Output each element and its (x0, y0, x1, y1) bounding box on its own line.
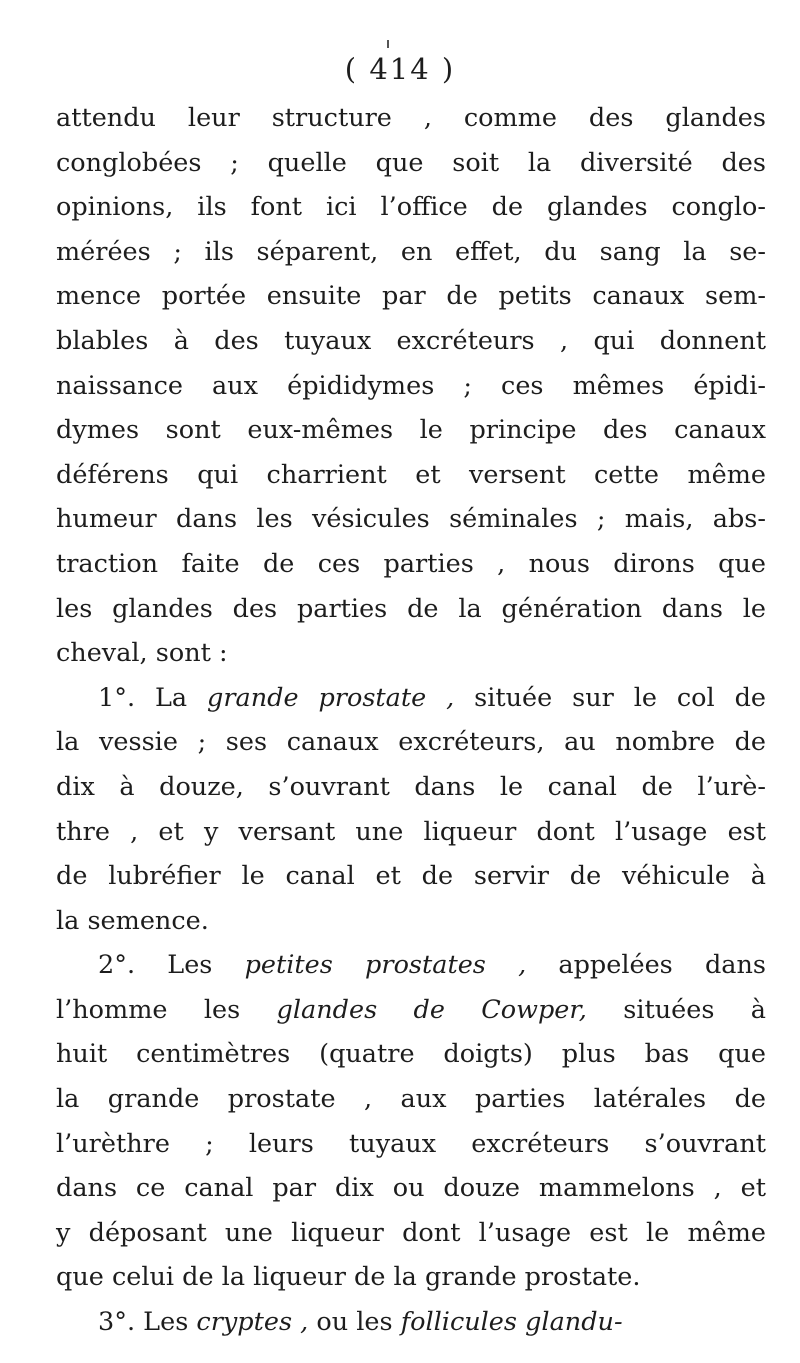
body-text (56, 96, 766, 1345)
text-line (56, 185, 766, 230)
text-line (56, 988, 766, 1033)
text-segment: ou les (308, 1307, 401, 1338)
text-line (56, 631, 766, 676)
text-line (56, 408, 766, 453)
text-line (56, 453, 766, 498)
text-line (56, 141, 766, 186)
text-segment: naissance aux épididymes ; ces mêmes épidi- (56, 370, 766, 401)
text-segment: l’homme les (56, 994, 277, 1025)
text-line (56, 1166, 766, 1211)
text-segment: l’urèthre ; leurs tuyaux excréteurs s’ouvrant (56, 1128, 766, 1159)
text-segment: y déposant une liqueur dont l’usage est le même (56, 1217, 766, 1248)
italic-term: petites prostates , (244, 950, 527, 981)
text-line (56, 1077, 766, 1122)
text-segment: dans ce canal par dix ou douze mammelons , et (56, 1173, 766, 1204)
text-line (56, 854, 766, 899)
text-segment: opinions, ils font ici l’office de glandes conglo- (56, 192, 766, 223)
text-segment: située sur le col de (454, 682, 766, 713)
text-line (56, 1211, 766, 1256)
text-segment: la semence. (56, 905, 209, 936)
text-segment: attendu leur structure , comme des glandes (56, 103, 766, 133)
text-segment: situées à (586, 994, 766, 1025)
print-mark (387, 40, 389, 48)
text-line (56, 810, 766, 855)
text-segment: que celui de la liqueur de la grande prostate. (56, 1262, 641, 1293)
italic-term: cryptes , (196, 1307, 309, 1338)
italic-term: glandes de Cowper, (276, 994, 587, 1025)
text-line (56, 1255, 766, 1300)
text-line (56, 230, 766, 275)
text-line (56, 765, 766, 810)
text-line (56, 497, 766, 542)
text-line (56, 542, 766, 587)
text-segment: traction faite de ces parties , nous dirons que (56, 548, 766, 579)
text-segment: 2°. Les (98, 950, 245, 981)
text-segment: mence portée ensuite par de petits canaux sem- (56, 281, 766, 312)
text-line (56, 899, 766, 944)
text-segment: mérées ; ils séparent, en effet, du sang la se- (56, 236, 766, 267)
text-segment: appelées dans (526, 950, 766, 981)
italic-term: grande prostate , (207, 682, 455, 713)
page-number: ( 414 ) (344, 52, 456, 86)
text-segment: les glandes des parties de la génération dans le (56, 593, 766, 624)
text-segment: dix à douze, s’ouvrant dans le canal de l’urè- (56, 771, 766, 802)
text-segment: la vessie ; ses canaux excréteurs, au nombre de (56, 727, 766, 758)
text-segment: humeur dans les vésicules séminales ; mais, abs- (56, 504, 766, 535)
text-line (56, 364, 766, 409)
text-line (56, 720, 766, 765)
text-line (56, 676, 766, 721)
text-line (56, 96, 766, 141)
text-line (56, 1122, 766, 1167)
text-segment: cheval, sont : (56, 638, 228, 669)
text-segment: blables à des tuyaux excréteurs , qui donnent (56, 325, 766, 356)
text-segment: 3°. Les (98, 1307, 197, 1338)
text-segment: de lubréfier le canal et de servir de véhicule à (56, 861, 766, 892)
text-segment: déférens qui charrient et versent cette même (56, 459, 766, 490)
text-line (56, 274, 766, 319)
text-segment: huit centimètres (quatre doigts) plus bas que (56, 1039, 766, 1070)
text-segment: dymes sont eux-mêmes le principe des canaux (56, 415, 766, 446)
text-segment: la grande prostate , aux parties latérales de (56, 1084, 766, 1115)
italic-term: follicules glandu- (400, 1307, 623, 1338)
text-line (56, 943, 766, 988)
text-line (56, 1300, 766, 1345)
text-line (56, 1032, 766, 1077)
text-line (56, 587, 766, 632)
text-segment: conglobées ; quelle que soit la diversité des (56, 147, 766, 178)
text-line (56, 319, 766, 364)
text-segment: thre , et y versant une liqueur dont l’usage est (56, 816, 766, 847)
text-segment: 1°. La (98, 682, 208, 713)
